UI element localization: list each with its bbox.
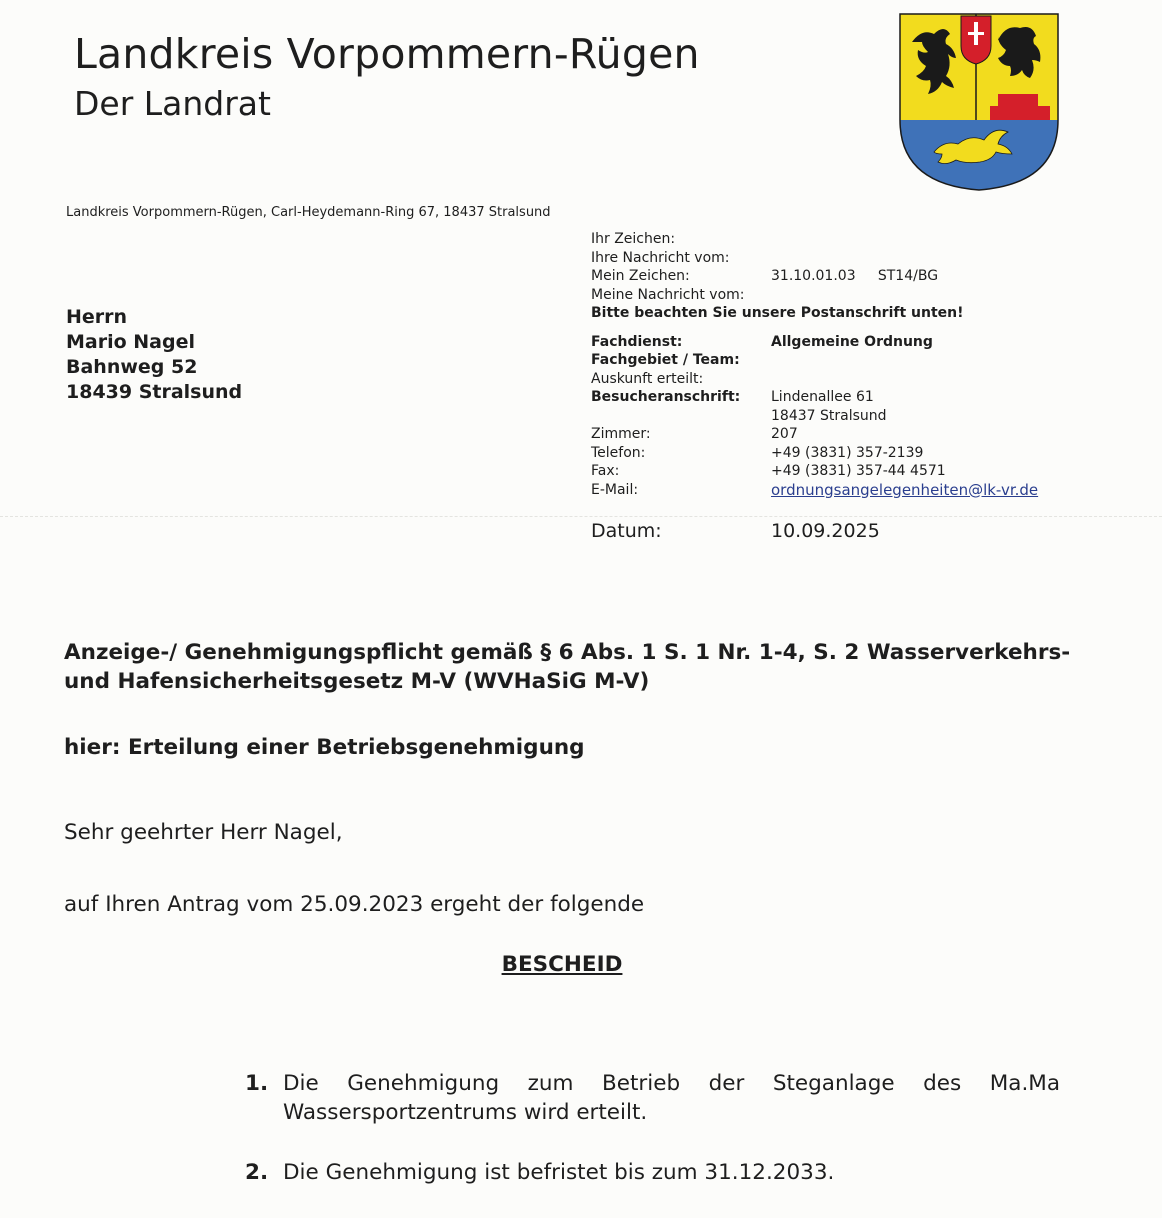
besucher-label: Besucheranschrift: bbox=[591, 389, 741, 405]
paper-fold-line bbox=[0, 516, 1162, 517]
recipient-name: Mario Nagel bbox=[66, 331, 196, 353]
authority-title: Landkreis Vorpommern-Rügen bbox=[74, 30, 700, 78]
mein-zeichen-value: 31.10.01.03 ST14/BG bbox=[771, 268, 939, 284]
fax-value: +49 (3831) 357-44 4571 bbox=[771, 463, 946, 479]
list-item bbox=[245, 1158, 1060, 1187]
zimmer-label: Zimmer: bbox=[591, 426, 651, 442]
recipient-address bbox=[66, 305, 242, 405]
authority-subtitle: Der Landrat bbox=[74, 84, 271, 123]
recipient-street: Bahnweg 52 bbox=[66, 356, 198, 378]
recipient-city: 18439 Stralsund bbox=[66, 381, 243, 403]
ihr-zeichen-label: Ihr Zeichen: bbox=[591, 231, 676, 247]
letter-subject bbox=[64, 638, 1070, 696]
meine-nachricht-label: Meine Nachricht vom: bbox=[591, 286, 745, 303]
besucher-city: 18437 Stralsund bbox=[771, 407, 887, 424]
ihre-nachricht-label: Ihre Nachricht vom: bbox=[591, 249, 730, 266]
mein-zeichen-label: Mein Zeichen: bbox=[591, 268, 690, 284]
fax-label: Fax: bbox=[591, 463, 620, 479]
fachdienst-label: Fachdienst: bbox=[591, 333, 683, 350]
datum-label: Datum: bbox=[591, 520, 662, 542]
bescheid-heading: BESCHEID bbox=[501, 952, 623, 977]
besucher-street: Lindenallee 61 bbox=[771, 389, 874, 405]
zimmer-value: 207 bbox=[771, 426, 798, 442]
list-item-text-line-1: Die Genehmigung zum Betrieb der Steganlage des Ma.Ma bbox=[283, 1071, 1060, 1096]
fachdienst-value: Allgemeine Ordnung bbox=[771, 333, 933, 350]
greeting: Sehr geehrter Herr Nagel, bbox=[64, 820, 343, 845]
return-address: Landkreis Vorpommern-Rügen, Carl-Heydemann-Ring 67, 18437 Stralsund bbox=[66, 205, 551, 220]
auskunft-label: Auskunft erteilt: bbox=[591, 370, 704, 387]
list-item-text-line-2: Wassersportzentrums wird erteilt. bbox=[283, 1100, 648, 1125]
list-item-number: 1. bbox=[245, 1071, 269, 1096]
email-label: E-Mail: bbox=[591, 481, 639, 498]
date-row bbox=[591, 520, 880, 542]
subject-line-1: Anzeige-/ Genehmigungspflicht gemäß § 6 Abs. 1 S. 1 Nr. 1-4, S. 2 Wasserverkehrs- bbox=[64, 640, 1071, 665]
postanschrift-note: Bitte beachten Sie unsere Postanschrift unten! bbox=[591, 305, 964, 321]
coat-of-arms-icon bbox=[898, 12, 1060, 192]
antrag-sentence: auf Ihren Antrag vom 25.09.2023 ergeht der folgende bbox=[64, 892, 645, 917]
subject-line-2: und Hafensicherheitsgesetz M-V (WVHaSiG M-V) bbox=[64, 669, 650, 694]
telefon-value: +49 (3831) 357-2139 bbox=[771, 444, 924, 461]
list-item-number: 2. bbox=[245, 1160, 269, 1185]
subject-hier: hier: Erteilung einer Betriebsgenehmigung bbox=[64, 735, 585, 760]
reference-info-block bbox=[591, 230, 1038, 499]
email-link[interactable]: ordnungsangelegenheiten@lk-vr.de bbox=[771, 480, 1039, 499]
list-item bbox=[245, 1069, 1060, 1127]
fachgebiet-label: Fachgebiet / Team: bbox=[591, 352, 740, 368]
telefon-label: Telefon: bbox=[591, 444, 646, 461]
list-item-text-line-1: Die Genehmigung ist befristet bis zum 31.12.2033. bbox=[283, 1160, 835, 1185]
datum-value: 10.09.2025 bbox=[771, 520, 880, 542]
recipient-salutation: Herrn bbox=[66, 306, 128, 328]
